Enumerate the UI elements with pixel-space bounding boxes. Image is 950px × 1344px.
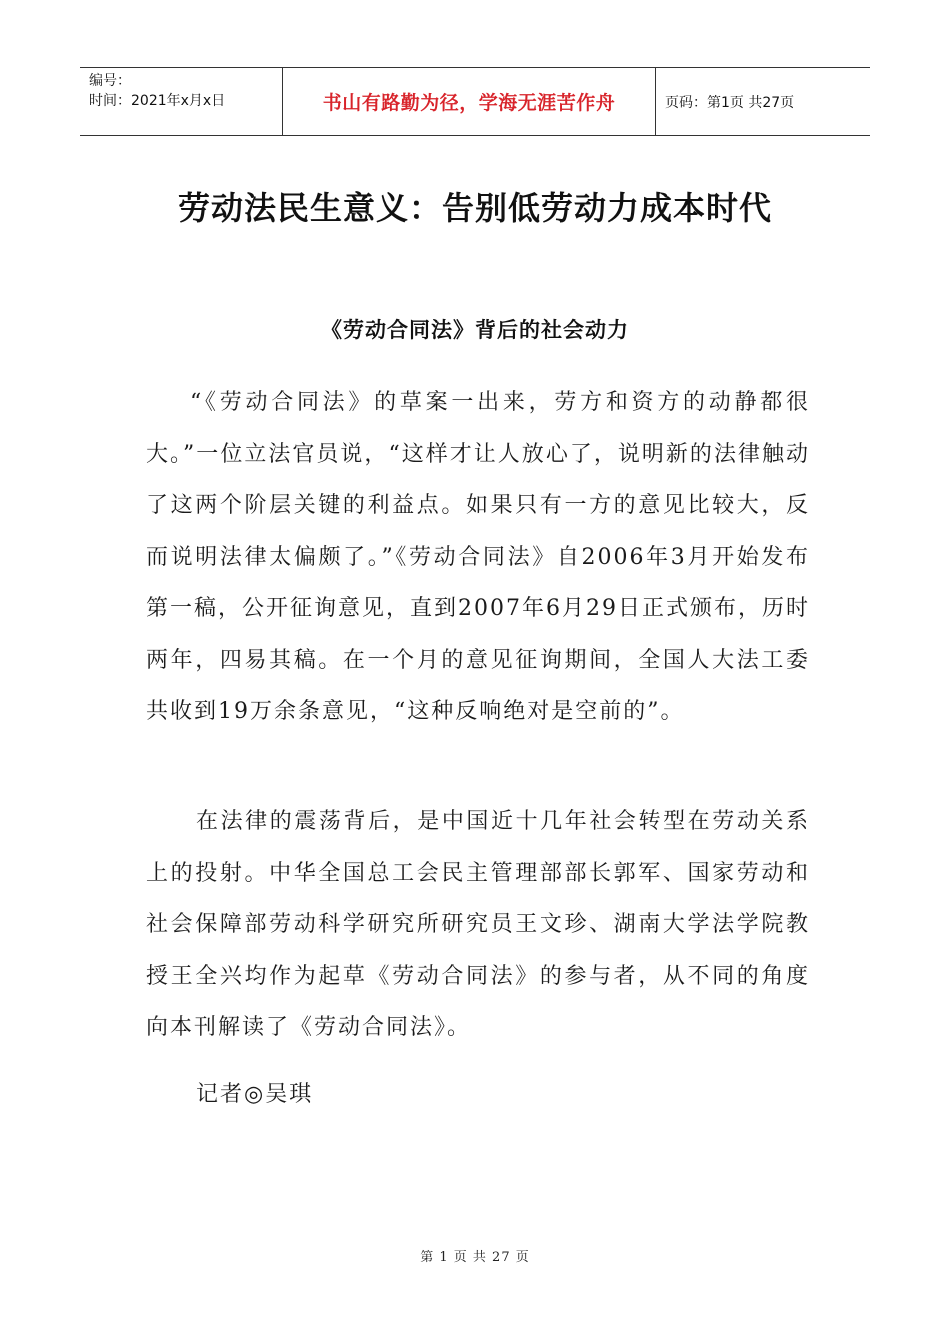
body-paragraph: “《劳动合同法》的草案一出来，劳方和资方的动静都很大。”一位立法官员说，“这样才让人放心了，说明新的法律触动了这两个阶层关键的利益点。如果只有一方的意见比较大，反而说明法律太偏颇了。”《劳动合同法》自2006年3月开始发布第一稿，公开征询意见，直到2007年6月29日正式颁布，历时两年，四易其稿。在一个月的意见征询期间，全国人大法工委共收到19万余条意见，“这种反响绝对是空前的”。 xyxy=(146,390,810,724)
header-number-label: 编号： xyxy=(89,73,131,89)
header-meta xyxy=(80,68,282,135)
header-motto: 书山有路勤为径，学海无涯苦作舟 xyxy=(282,68,656,135)
document-subtitle: 《劳动合同法》背后的社会动力 xyxy=(321,318,629,342)
body-paragraph: 在法律的震荡背后，是中国近十几年社会转型在劳动关系上的投射。中华全国总工会民主管理部部长郭军、国家劳动和社会保障部劳动科学研究所研究员王文珍、湖南大学法学院教授王全兴均作为起草《劳动合同法》的参与者，从不同的角度向本刊解读了《劳动合同法》。 xyxy=(146,809,810,1040)
header-page-info: 页码：第1页 共27页 xyxy=(665,94,795,111)
byline: 记者◎吴琪 xyxy=(196,1082,314,1107)
page-footer: 第 1 页 共 27 页 xyxy=(420,1250,530,1265)
document-header xyxy=(80,67,870,136)
header-date-label: 时间：2021年x月x日 xyxy=(89,93,226,109)
document-title: 劳动法民生意义：告别低劳动力成本时代 xyxy=(177,189,772,227)
